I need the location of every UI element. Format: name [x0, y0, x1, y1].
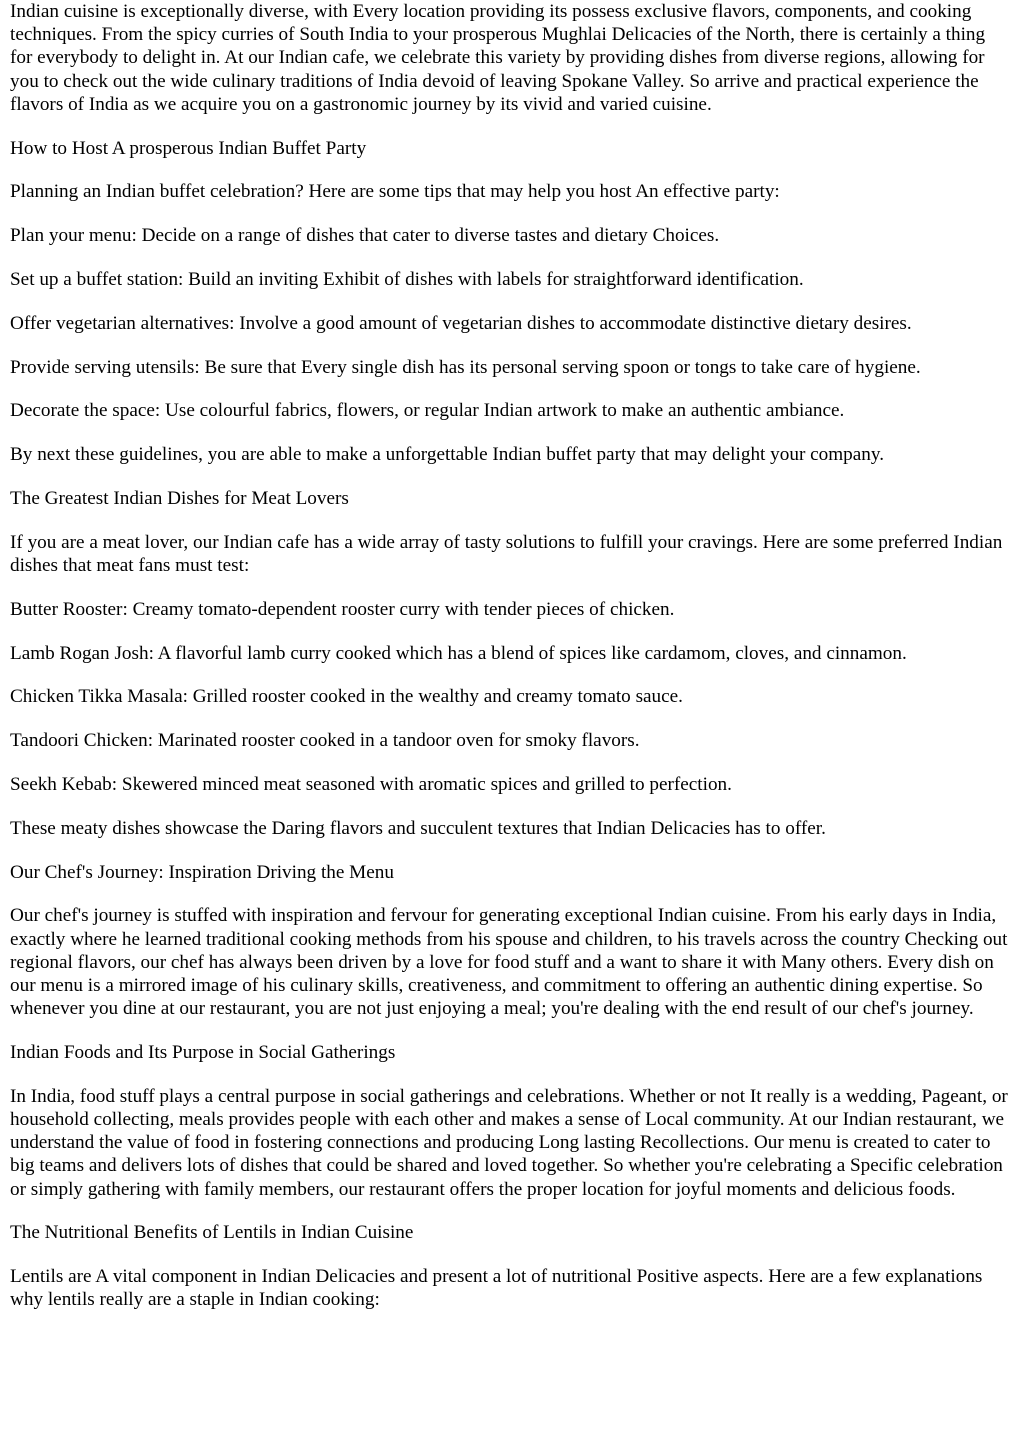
buffet-intro-paragraph: Planning an Indian buffet celebration? Here are some tips that may help you host An effective party:	[10, 181, 780, 203]
buffet-conclusion-paragraph: By next these guidelines, you are able to make a unforgettable Indian buffet party that may delight your company.	[10, 444, 885, 466]
buffet-tip-menu: Plan your menu: Decide on a range of dishes that cater to diverse tastes and dietary Choices.	[10, 225, 720, 247]
buffet-tip-decorate: Decorate the space: Use colourful fabrics, flowers, or regular Indian artwork to make an authentic ambiance.	[10, 400, 845, 422]
lentils-intro-paragraph: Lentils are A vital component in Indian Delicacies and present a lot of nutritional Positive aspects. Here are a few explanations why lentils really are a staple in Indian cooking:	[10, 1266, 983, 1311]
section-heading-buffet-party: How to Host A prosperous Indian Buffet Party	[10, 137, 367, 159]
chefs-journey-paragraph: Our chef's journey is stuffed with inspiration and fervour for generating exceptional Indian cuisine. From his early days in India, exactly where he learned traditional cooking methods from his spouse and children, to his travels across the country Checking out regional flavors, our chef has always been driven by a love for food stuff and a want to share it with Many others. Every dish on our menu is a mirrored image of his culinary skills, creativeness, and commitment to offering an authentic dining expertise. So whenever you dine at our restaurant, you are not just enjoying a meal; you're dealing with the end result of our chef's journey.	[10, 905, 1008, 1020]
section-heading-meat-lovers: The Greatest Indian Dishes for Meat Lovers	[10, 487, 349, 509]
dish-butter-rooster: Butter Rooster: Creamy tomato-dependent rooster curry with tender pieces of chicken.	[10, 598, 675, 620]
section-heading-social-gatherings: Indian Foods and Its Purpose in Social Gatherings	[10, 1041, 396, 1063]
dish-lamb-rogan-josh: Lamb Rogan Josh: A flavorful lamb curry cooked which has a blend of spices like cardamom, cloves, and cinnamon.	[10, 642, 907, 664]
dish-chicken-tikka-masala: Chicken Tikka Masala: Grilled rooster cooked in the wealthy and creamy tomato sauce.	[10, 686, 683, 708]
meat-conclusion-paragraph: These meaty dishes showcase the Daring flavors and succulent textures that Indian Delicacies has to offer.	[10, 817, 826, 839]
dish-tandoori-chicken: Tandoori Chicken: Marinated rooster cooked in a tandoor oven for smoky flavors.	[10, 730, 640, 752]
meat-intro-paragraph: If you are a meat lover, our Indian cafe has a wide array of tasty solutions to fulfill your cravings. Here are some preferred Indian dishes that meat fans must test:	[10, 531, 1003, 576]
section-heading-chefs-journey: Our Chef's Journey: Inspiration Driving the Menu	[10, 861, 394, 883]
dish-seekh-kebab: Seekh Kebab: Skewered minced meat seasoned with aromatic spices and grilled to perfection.	[10, 773, 732, 795]
buffet-tip-utensils: Provide serving utensils: Be sure that Every single dish has its personal serving spoon or tongs to take care of hygiene.	[10, 356, 921, 378]
intro-paragraph: Indian cuisine is exceptionally diverse, with Every location providing its possess exclusive flavors, components, and cooking techniques. From the spicy curries of South India to your prosperous Mughlai Delicacies of the North, there is certainly a thing for everybody to delight in. At our Indian cafe, we celebrate this variety by providing dishes from diverse regions, allowing for you to check out the wide culinary traditions of India devoid of leaving Spokane Valley. So arrive and practical experience the flavors of India as we acquire you on a gastronomic journey by its vivid and varied cuisine.	[10, 1, 986, 115]
buffet-tip-station: Set up a buffet station: Build an inviting Exhibit of dishes with labels for straightforward identification.	[10, 269, 804, 290]
buffet-tip-vegetarian: Offer vegetarian alternatives: Involve a good amount of vegetarian dishes to accommodate distinctive dietary desires.	[10, 312, 912, 334]
section-heading-lentils: The Nutritional Benefits of Lentils in Indian Cuisine	[10, 1222, 414, 1244]
social-gatherings-paragraph: In India, food stuff plays a central purpose in social gatherings and celebrations. Whether or not It really is a wedding, Pageant, or household collecting, meals provides people with each other and makes a sense of Local community. At our Indian restaurant, we understand the value of food in fostering connections and producing Long lasting Recollections. Our menu is created to cater to big teams and delivers lots of dishes that could be shared and loved together. So whether you're celebrating a Specific celebration or simply gathering with family members, our restaurant offers the proper location for joyful moments and delicious foods.	[10, 1085, 1008, 1200]
